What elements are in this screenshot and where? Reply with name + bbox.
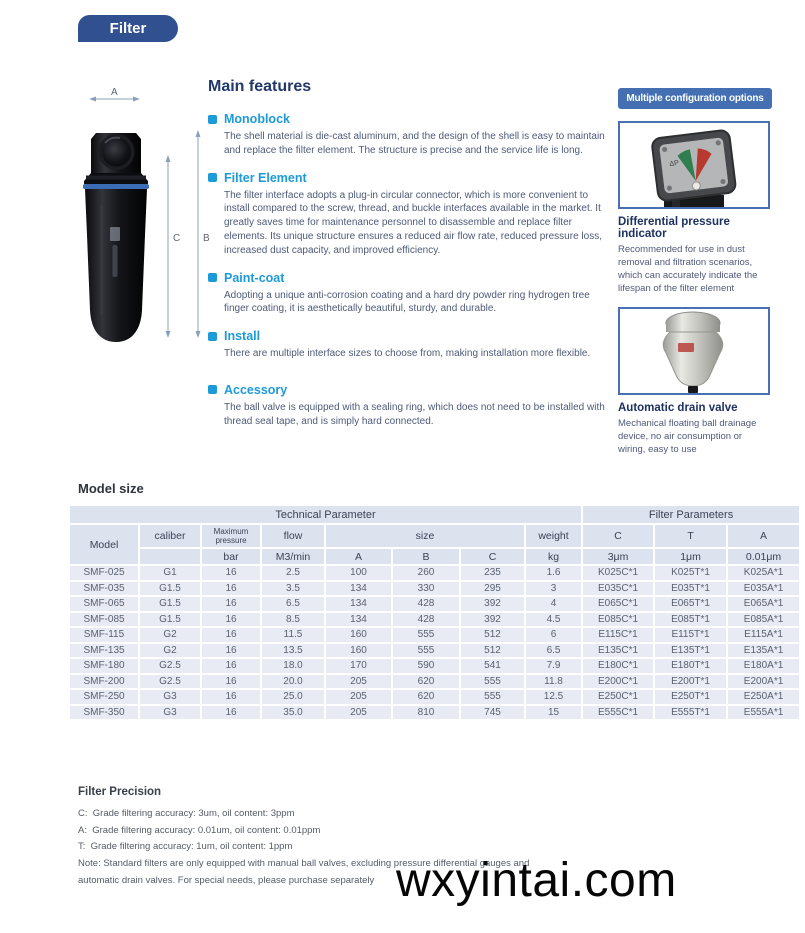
- feature-title: Filter Element: [224, 170, 307, 185]
- table-cell: K025C*1: [582, 565, 654, 581]
- precision-line: A: Grade filtering accuracy: 0.01um, oil content: 0.01ppm: [78, 824, 321, 836]
- table-cell: 16: [201, 705, 261, 721]
- table-cell: K025A*1: [727, 565, 800, 581]
- table-cell: E065A*1: [727, 596, 800, 612]
- blue-ring: [83, 184, 149, 189]
- caliber-unit: [139, 548, 201, 565]
- automatic-drain-valve-photo: [618, 307, 770, 395]
- feature-paint-coat: [208, 271, 608, 317]
- table-cell: G2: [139, 627, 201, 643]
- table-cell: 3: [525, 581, 582, 597]
- table-cell: 170: [325, 658, 392, 674]
- table-cell: 4: [525, 596, 582, 612]
- table-cell: 512: [460, 627, 525, 643]
- feature-accessory: [208, 383, 608, 429]
- table-units-row: [69, 548, 800, 565]
- main-features-section: [208, 78, 608, 442]
- table-cell: E115T*1: [654, 627, 727, 643]
- table-cell: 134: [325, 596, 392, 612]
- table-cell: E200T*1: [654, 674, 727, 690]
- table-cell: 1.6: [525, 565, 582, 581]
- precision-line: automatic drain valves. For special needs, please purchase separately: [78, 874, 375, 886]
- table-cell: 555: [460, 689, 525, 705]
- model-cell: SMF-200: [69, 674, 139, 690]
- bullet-square-icon: [208, 173, 217, 182]
- bullet-square-icon: [208, 385, 217, 394]
- table-cell: 16: [201, 581, 261, 597]
- table-cell: 134: [325, 581, 392, 597]
- table-cell: E085T*1: [654, 612, 727, 628]
- table-cell: E555A*1: [727, 705, 800, 721]
- table-cell: 3.5: [261, 581, 325, 597]
- table-cell: 745: [460, 705, 525, 721]
- feature-text: Adopting a unique anti-corrosion coating and a hard dry powder ring hydrogen tree finger coating, it is aesthetically beautiful, sturdy, and durable.: [224, 289, 590, 315]
- table-cell: G1: [139, 565, 201, 581]
- table-cell: 235: [460, 565, 525, 581]
- table-group-header-row: [69, 505, 800, 524]
- grade-t-unit: 1μm: [654, 548, 727, 565]
- technical-parameter-header: Technical Parameter: [69, 505, 582, 524]
- configuration-options-panel: [618, 88, 772, 456]
- table-cell: 260: [392, 565, 460, 581]
- table-row: [69, 658, 800, 674]
- table-cell: 512: [460, 643, 525, 659]
- table-cell: G2.5: [139, 674, 201, 690]
- model-cell: SMF-350: [69, 705, 139, 721]
- table-cell: 160: [325, 627, 392, 643]
- table-cell: 20.0: [261, 674, 325, 690]
- table-cell: 205: [325, 674, 392, 690]
- table-cell: E065T*1: [654, 596, 727, 612]
- table-cell: 13.5: [261, 643, 325, 659]
- feature-title: Monoblock: [224, 112, 290, 126]
- model-cell: SMF-035: [69, 581, 139, 597]
- table-cell: 620: [392, 674, 460, 690]
- model-cell: SMF-025: [69, 565, 139, 581]
- dimension-label-b: B: [203, 233, 210, 244]
- weight-header: weight: [525, 524, 582, 548]
- max-pressure-header: Maximum pressure: [201, 524, 261, 548]
- model-size-title: Model size: [78, 481, 144, 496]
- table-row: [69, 612, 800, 628]
- feature-text: There are multiple interface sizes to choose from, making installation more flexible.: [224, 348, 591, 360]
- table-cell: E115C*1: [582, 627, 654, 643]
- table-cell: E250C*1: [582, 689, 654, 705]
- flow-unit: M3/min: [261, 548, 325, 565]
- table-cell: 15: [525, 705, 582, 721]
- table-cell: E555C*1: [582, 705, 654, 721]
- table-cell: G3: [139, 705, 201, 721]
- table-cell: E085C*1: [582, 612, 654, 628]
- precision-line: Note: Standard filters are only equipped with manual ball valves, excluding pressure differential gauges and: [78, 857, 530, 869]
- table-row: [69, 705, 800, 721]
- filter-parameters-header: Filter Parameters: [582, 505, 800, 524]
- table-cell: 555: [392, 643, 460, 659]
- table-cell: E035A*1: [727, 581, 800, 597]
- dimension-label-a: A: [111, 87, 118, 98]
- feature-title: Accessory: [224, 382, 288, 397]
- table-header-row: [69, 524, 800, 548]
- table-cell: 16: [201, 612, 261, 628]
- table-cell: 35.0: [261, 705, 325, 721]
- bullet-square-icon: [208, 273, 217, 282]
- table-cell: 330: [392, 581, 460, 597]
- table-cell: 12.5: [525, 689, 582, 705]
- table-cell: E555T*1: [654, 705, 727, 721]
- table-cell: 810: [392, 705, 460, 721]
- table-row: [69, 627, 800, 643]
- table-cell: 16: [201, 643, 261, 659]
- table-row: [69, 596, 800, 612]
- grade-a-header: A: [727, 524, 800, 548]
- table-row: [69, 643, 800, 659]
- table-cell: E250A*1: [727, 689, 800, 705]
- table-cell: 16: [201, 658, 261, 674]
- table-cell: 100: [325, 565, 392, 581]
- table-cell: E035C*1: [582, 581, 654, 597]
- table-cell: 205: [325, 705, 392, 721]
- size-b-unit: B: [392, 548, 460, 565]
- table-cell: 11.5: [261, 627, 325, 643]
- main-features-title: Main features: [208, 78, 312, 95]
- table-cell: E135A*1: [727, 643, 800, 659]
- table-cell: G3: [139, 689, 201, 705]
- table-row: [69, 674, 800, 690]
- table-cell: E180C*1: [582, 658, 654, 674]
- model-header: Model: [69, 524, 139, 565]
- table-cell: 6.5: [261, 596, 325, 612]
- feature-title: Paint-coat: [224, 270, 285, 285]
- table-cell: 16: [201, 689, 261, 705]
- table-cell: G2: [139, 643, 201, 659]
- table-cell: E200A*1: [727, 674, 800, 690]
- table-cell: 555: [392, 627, 460, 643]
- table-row: [69, 565, 800, 581]
- table-cell: 428: [392, 612, 460, 628]
- dimension-label-c: C: [173, 233, 181, 244]
- panel-header: Multiple configuration options: [618, 88, 772, 109]
- feature-monoblock: [208, 112, 608, 158]
- feature-install: [208, 329, 608, 361]
- table-cell: 7.9: [525, 658, 582, 674]
- filter-precision-title: Filter Precision: [78, 786, 162, 798]
- table-cell: 620: [392, 689, 460, 705]
- table-cell: 295: [460, 581, 525, 597]
- feature-filter-element: [208, 171, 608, 258]
- drain-valve-title: Automatic drain valve: [618, 402, 738, 414]
- table-cell: 428: [392, 596, 460, 612]
- table-row: [69, 689, 800, 705]
- table-cell: E200C*1: [582, 674, 654, 690]
- table-cell: E135C*1: [582, 643, 654, 659]
- table-cell: 6: [525, 627, 582, 643]
- model-table-body: [69, 565, 800, 720]
- grade-a-unit: 0.01μm: [727, 548, 800, 565]
- table-cell: 18.0: [261, 658, 325, 674]
- table-cell: E035T*1: [654, 581, 727, 597]
- grade-c-unit: 3μm: [582, 548, 654, 565]
- table-cell: G2.5: [139, 658, 201, 674]
- caliber-header: caliber: [139, 524, 201, 548]
- table-cell: G1.5: [139, 581, 201, 597]
- table-cell: 541: [460, 658, 525, 674]
- precision-line: T: Grade filtering accuracy: 1um, oil content: 1ppm: [78, 841, 293, 853]
- table-cell: 392: [460, 612, 525, 628]
- feature-text: The ball valve is equipped with a sealing ring, which does not need to be installed with thread seal tape, and is simply hard connected.: [224, 401, 605, 427]
- indicator-text: Recommended for use in dust removal and filtration scenarios, which can accurately indicate the lifespan of the filter element: [618, 244, 758, 294]
- feature-text: The shell material is die-cast aluminum, and the design of the shell is easy to maintain and replace the filter element. The structure is precise and the service life is long.: [224, 131, 605, 156]
- model-size-section: [68, 481, 799, 721]
- pressure-unit: bar: [201, 548, 261, 565]
- filter-badge: Filter: [78, 15, 178, 42]
- gauge-delta-p-label: ΔP: [669, 159, 680, 168]
- model-cell: SMF-180: [69, 658, 139, 674]
- watermark-text: wxyintai.com: [396, 854, 677, 907]
- model-cell: SMF-065: [69, 596, 139, 612]
- model-cell: SMF-135: [69, 643, 139, 659]
- table-cell: E065C*1: [582, 596, 654, 612]
- model-cell: SMF-115: [69, 627, 139, 643]
- flow-header: flow: [261, 524, 325, 548]
- table-cell: 8.5: [261, 612, 325, 628]
- table-cell: 16: [201, 596, 261, 612]
- precision-line: C: Grade filtering accuracy: 3um, oil content: 3ppm: [78, 808, 295, 819]
- table-cell: 555: [460, 674, 525, 690]
- indicator-title: Differential pressure indicator: [618, 216, 730, 240]
- table-cell: 392: [460, 596, 525, 612]
- feature-title: Install: [224, 329, 261, 344]
- table-cell: 16: [201, 627, 261, 643]
- bullet-square-icon: [208, 115, 217, 124]
- table-cell: 205: [325, 689, 392, 705]
- size-header: size: [325, 524, 525, 548]
- table-cell: K025T*1: [654, 565, 727, 581]
- table-cell: E250T*1: [654, 689, 727, 705]
- table-cell: 160: [325, 643, 392, 659]
- size-a-unit: A: [325, 548, 392, 565]
- table-cell: 134: [325, 612, 392, 628]
- model-size-table: [68, 504, 801, 721]
- feature-text: The filter interface adopts a plug-in circular connector, which is more convenient to install compared to the screw, thread, and buckle interfaces available in the market. It greatly saves time for maintenance personnel to disassemble and replace filter elements. Its unique structure ensures a reduced air flow rate, reduced pressure loss, increased dust capacity, and improved efficiency.: [224, 189, 602, 256]
- table-cell: 16: [201, 674, 261, 690]
- table-cell: E115A*1: [727, 627, 800, 643]
- table-cell: E180T*1: [654, 658, 727, 674]
- table-row: [69, 581, 800, 597]
- table-cell: 11.8: [525, 674, 582, 690]
- drain-valve-text: Mechanical floating ball drainage device, no air consumption or wiring, easy to use: [618, 418, 757, 455]
- table-cell: 16: [201, 565, 261, 581]
- table-cell: E085A*1: [727, 612, 800, 628]
- grade-c-header: C: [582, 524, 654, 548]
- size-c-unit: C: [460, 548, 525, 565]
- table-cell: E135T*1: [654, 643, 727, 659]
- table-cell: 2.5: [261, 565, 325, 581]
- weight-unit: kg: [525, 548, 582, 565]
- grade-t-header: T: [654, 524, 727, 548]
- table-cell: 4.5: [525, 612, 582, 628]
- model-cell: SMF-085: [69, 612, 139, 628]
- table-cell: G1.5: [139, 612, 201, 628]
- product-figure: [70, 85, 220, 355]
- table-cell: E180A*1: [727, 658, 800, 674]
- filter-product-photo: [70, 85, 220, 355]
- differential-pressure-indicator-photo: [618, 121, 770, 209]
- model-cell: SMF-250: [69, 689, 139, 705]
- table-cell: 6.5: [525, 643, 582, 659]
- table-cell: 590: [392, 658, 460, 674]
- table-cell: G1.5: [139, 596, 201, 612]
- table-cell: 25.0: [261, 689, 325, 705]
- bullet-square-icon: [208, 332, 217, 341]
